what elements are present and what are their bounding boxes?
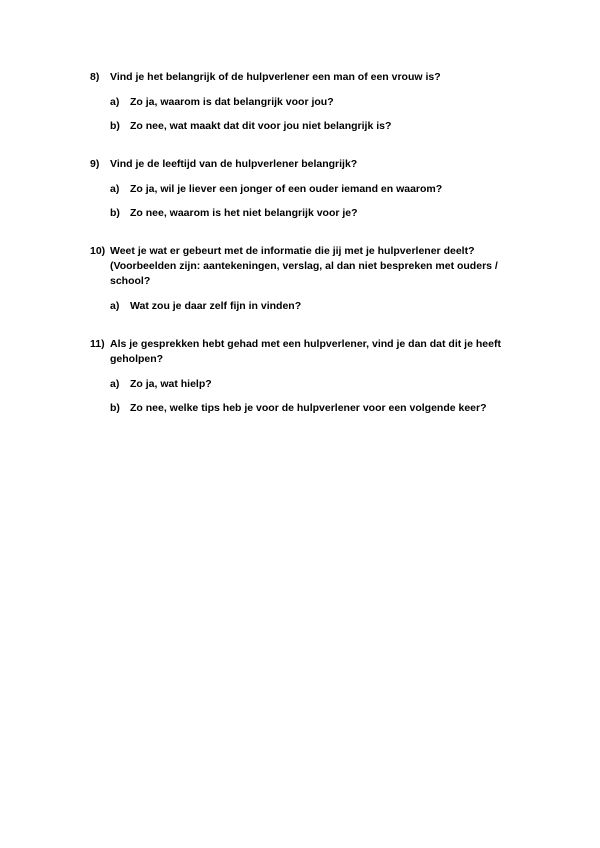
question-row xyxy=(90,70,540,85)
sub-question-list xyxy=(90,182,540,221)
sub-question-letter: a) xyxy=(110,378,120,390)
question-number: 11) xyxy=(90,338,105,350)
sub-question-8b xyxy=(90,119,540,134)
sub-question-11a xyxy=(90,377,540,392)
question-row xyxy=(90,157,540,172)
question-number: 8) xyxy=(90,71,100,83)
spacer xyxy=(90,323,540,337)
question-text: Vind je de leeftijd van de hulpverlener belangrijk? xyxy=(110,158,358,170)
sub-question-9b xyxy=(90,206,540,221)
sub-question-8a xyxy=(90,95,540,110)
question-text: Vind je het belangrijk of de hulpverlener een man of een vrouw is? xyxy=(110,71,441,83)
sub-question-letter: b) xyxy=(110,207,120,219)
sub-question-11b xyxy=(90,401,540,416)
question-11 xyxy=(90,337,540,416)
question-row xyxy=(90,337,540,367)
sub-question-letter: a) xyxy=(110,96,120,108)
question-9 xyxy=(90,157,540,221)
question-row xyxy=(90,244,540,289)
question-text: Weet je wat er gebeurt met de informatie die jij met je hulpverlener deelt? (Voorbeelden zijn: aantekeningen, verslag, al dan niet bespreken met ouders / school? xyxy=(110,245,498,287)
sub-question-9a xyxy=(90,182,540,197)
question-text: Als je gesprekken hebt gehad met een hulpverlener, vind je dan dat dit je heeft geholpen? xyxy=(110,338,501,365)
sub-question-list xyxy=(90,95,540,134)
sub-question-text: Zo nee, waarom is het niet belangrijk voor je? xyxy=(130,207,358,219)
spacer xyxy=(90,143,540,157)
sub-question-text: Zo ja, waarom is dat belangrijk voor jou? xyxy=(130,96,334,108)
sub-question-text: Zo ja, wat hielp? xyxy=(130,378,212,390)
spacer xyxy=(90,230,540,244)
sub-question-text: Wat zou je daar zelf fijn in vinden? xyxy=(130,300,302,312)
question-list xyxy=(90,70,540,425)
sub-question-list xyxy=(90,377,540,416)
sub-question-text: Zo ja, wil je liever een jonger of een ouder iemand en waarom? xyxy=(130,183,443,195)
sub-question-text: Zo nee, welke tips heb je voor de hulpverlener voor een volgende keer? xyxy=(130,402,487,414)
question-8 xyxy=(90,70,540,134)
sub-question-letter: a) xyxy=(110,300,120,312)
question-number: 9) xyxy=(90,158,100,170)
sub-question-letter: b) xyxy=(110,402,120,414)
sub-question-list xyxy=(90,299,540,314)
question-number: 10) xyxy=(90,245,106,257)
sub-question-text: Zo nee, wat maakt dat dit voor jou niet belangrijk is? xyxy=(130,120,392,132)
question-10 xyxy=(90,244,540,314)
sub-question-letter: b) xyxy=(110,120,120,132)
sub-question-letter: a) xyxy=(110,183,120,195)
sub-question-10a xyxy=(90,299,540,314)
